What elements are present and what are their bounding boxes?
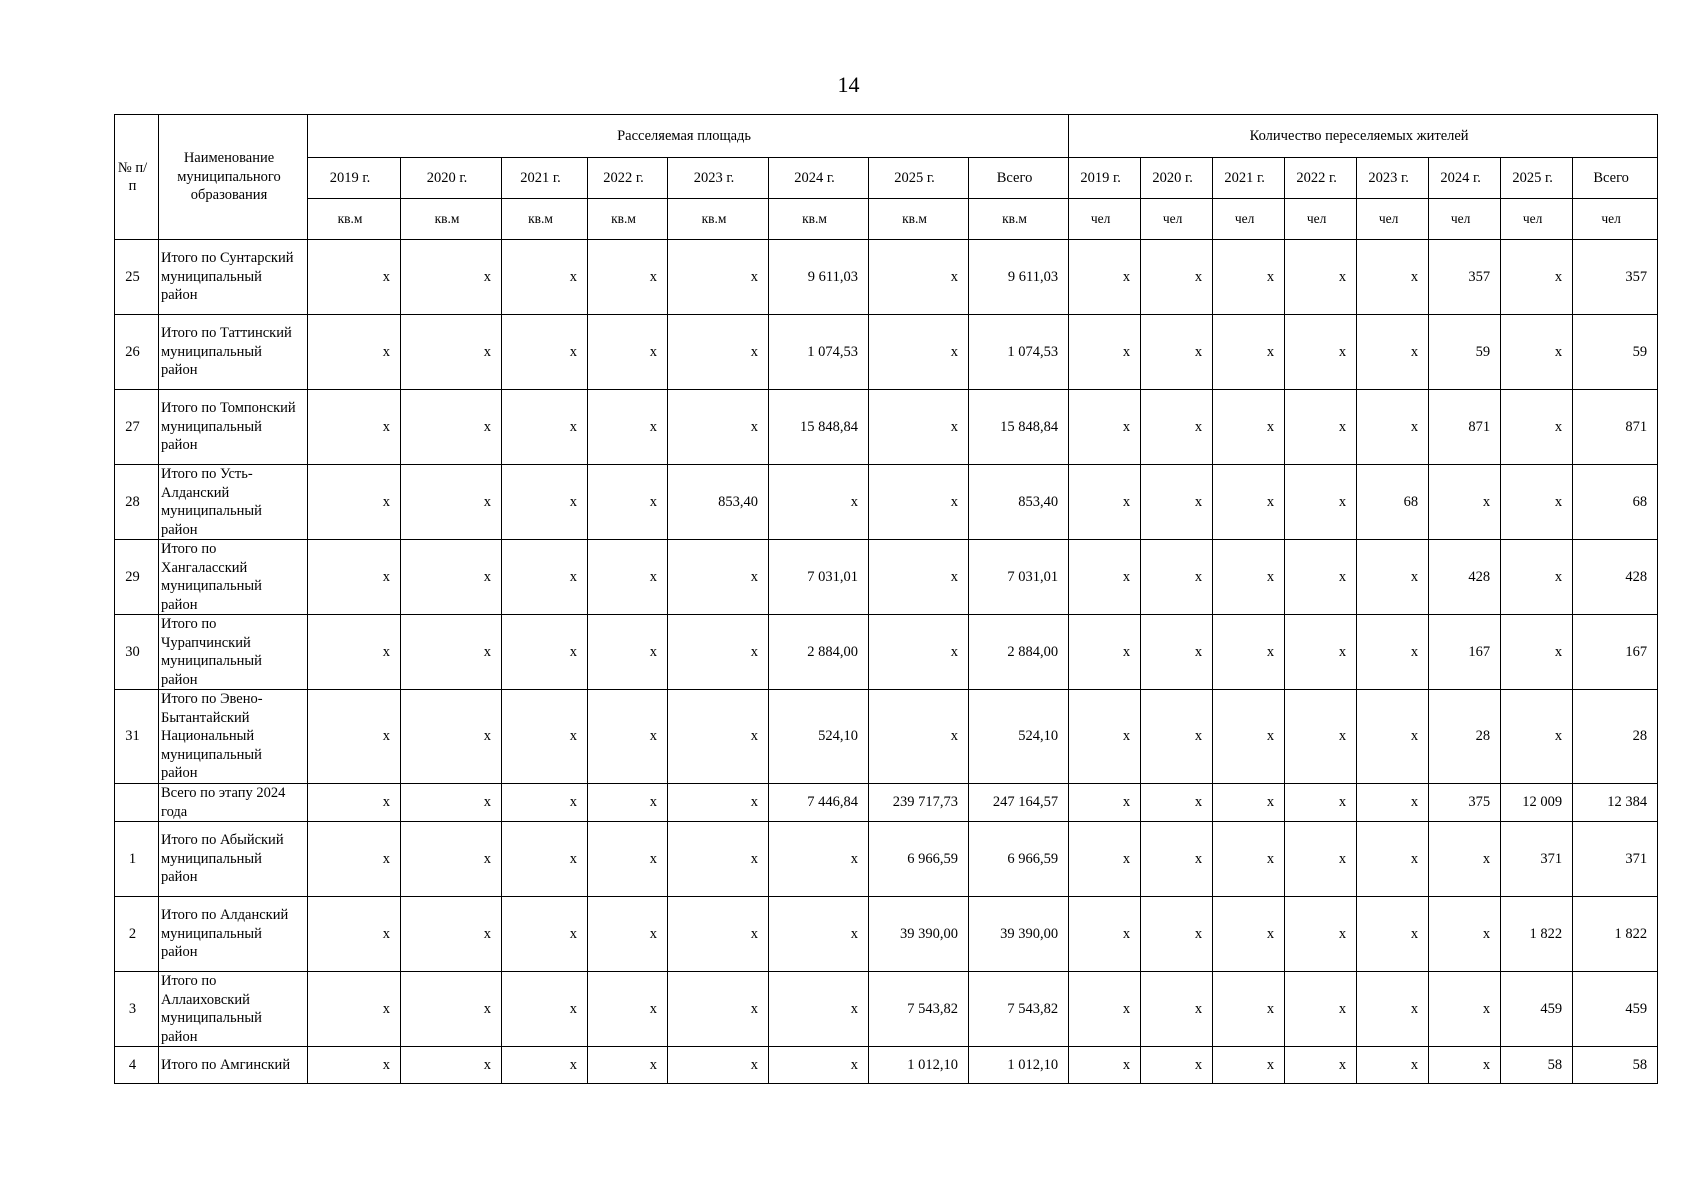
area-value-cell: 39 390,00 xyxy=(969,897,1069,972)
header-people-year: 2019 г. xyxy=(1069,158,1141,199)
people-value-cell: 28 xyxy=(1429,690,1501,784)
header-area-year: 2022 г. xyxy=(588,158,668,199)
municipality-name-cell: Итого по Хангаласский муниципальный район xyxy=(159,540,308,615)
area-value-cell: 7 031,01 xyxy=(969,540,1069,615)
area-value-cell: x xyxy=(769,972,869,1047)
area-value-cell: x xyxy=(769,822,869,897)
municipality-name-cell: Итого по Сунтарский муниципальный район xyxy=(159,240,308,315)
header-area-unit: кв.м xyxy=(869,199,969,240)
table-row xyxy=(115,784,1658,822)
people-value-cell: x xyxy=(1069,465,1141,540)
area-value-cell: x xyxy=(769,1047,869,1084)
people-value-cell: x xyxy=(1069,240,1141,315)
people-value-cell: 68 xyxy=(1573,465,1658,540)
area-value-cell: x xyxy=(869,615,969,690)
area-value-cell: x xyxy=(588,784,668,822)
people-value-cell: x xyxy=(1141,465,1213,540)
area-value-cell: x xyxy=(588,972,668,1047)
area-value-cell: 1 074,53 xyxy=(769,315,869,390)
people-value-cell: 58 xyxy=(1501,1047,1573,1084)
header-area-total: Всего xyxy=(969,158,1069,199)
area-value-cell: x xyxy=(308,540,401,615)
area-value-cell: x xyxy=(308,1047,401,1084)
area-value-cell: x xyxy=(668,784,769,822)
row-number-cell: 28 xyxy=(115,465,159,540)
area-value-cell: x xyxy=(401,240,502,315)
area-value-cell: x xyxy=(308,615,401,690)
area-value-cell: x xyxy=(588,465,668,540)
area-value-cell: x xyxy=(502,465,588,540)
area-value-cell: x xyxy=(401,465,502,540)
people-value-cell: x xyxy=(1141,390,1213,465)
people-value-cell: 371 xyxy=(1501,822,1573,897)
area-value-cell: x xyxy=(502,784,588,822)
people-value-cell: 428 xyxy=(1573,540,1658,615)
header-row-groups xyxy=(115,115,1658,158)
people-value-cell: 371 xyxy=(1573,822,1658,897)
area-value-cell: x xyxy=(668,315,769,390)
area-value-cell: x xyxy=(668,822,769,897)
area-value-cell: x xyxy=(869,690,969,784)
people-value-cell: x xyxy=(1429,465,1501,540)
people-value-cell: x xyxy=(1285,1047,1357,1084)
row-number-cell: 29 xyxy=(115,540,159,615)
people-value-cell: x xyxy=(1501,390,1573,465)
area-value-cell: 6 966,59 xyxy=(969,822,1069,897)
people-value-cell: x xyxy=(1285,897,1357,972)
area-value-cell: 1 012,10 xyxy=(969,1047,1069,1084)
people-value-cell: x xyxy=(1285,784,1357,822)
people-value-cell: x xyxy=(1357,822,1429,897)
area-value-cell: x xyxy=(502,540,588,615)
people-value-cell: x xyxy=(1141,897,1213,972)
row-number-cell: 25 xyxy=(115,240,159,315)
area-value-cell: x xyxy=(668,390,769,465)
people-value-cell: x xyxy=(1213,784,1285,822)
people-value-cell: x xyxy=(1429,1047,1501,1084)
header-area-year: 2023 г. xyxy=(668,158,769,199)
people-value-cell: x xyxy=(1213,690,1285,784)
header-area-year: 2019 г. xyxy=(308,158,401,199)
resettlement-table xyxy=(114,114,1658,1084)
people-value-cell: x xyxy=(1285,465,1357,540)
people-value-cell: x xyxy=(1069,1047,1141,1084)
people-value-cell: 459 xyxy=(1501,972,1573,1047)
area-value-cell: x xyxy=(588,615,668,690)
people-value-cell: 871 xyxy=(1429,390,1501,465)
area-value-cell: x xyxy=(308,822,401,897)
area-value-cell: x xyxy=(588,822,668,897)
people-value-cell: x xyxy=(1069,315,1141,390)
area-value-cell: x xyxy=(401,390,502,465)
table-row xyxy=(115,315,1658,390)
header-area-year: 2025 г. xyxy=(869,158,969,199)
area-value-cell: 7 446,84 xyxy=(769,784,869,822)
table-row xyxy=(115,897,1658,972)
area-value-cell: 7 031,01 xyxy=(769,540,869,615)
area-value-cell: x xyxy=(869,540,969,615)
table-row xyxy=(115,822,1658,897)
municipality-name-cell: Итого по Алданский муниципальный район xyxy=(159,897,308,972)
header-people-year: 2023 г. xyxy=(1357,158,1429,199)
header-area-year: 2021 г. xyxy=(502,158,588,199)
people-value-cell: x xyxy=(1213,615,1285,690)
area-value-cell: x xyxy=(668,972,769,1047)
area-value-cell: x xyxy=(502,897,588,972)
area-value-cell: x xyxy=(668,240,769,315)
area-value-cell: x xyxy=(308,972,401,1047)
people-value-cell: 357 xyxy=(1429,240,1501,315)
people-value-cell: x xyxy=(1501,465,1573,540)
header-area-unit: кв.м xyxy=(502,199,588,240)
people-value-cell: x xyxy=(1357,972,1429,1047)
people-value-cell: x xyxy=(1357,540,1429,615)
municipality-name-cell: Итого по Чурапчинский муниципальный район xyxy=(159,615,308,690)
area-value-cell: 239 717,73 xyxy=(869,784,969,822)
people-value-cell: x xyxy=(1141,615,1213,690)
area-value-cell: x xyxy=(588,690,668,784)
area-value-cell: x xyxy=(308,897,401,972)
area-value-cell: 39 390,00 xyxy=(869,897,969,972)
header-row-units xyxy=(115,199,1658,240)
people-value-cell: x xyxy=(1357,784,1429,822)
header-area-unit: кв.м xyxy=(588,199,668,240)
row-number-cell: 3 xyxy=(115,972,159,1047)
people-value-cell: x xyxy=(1069,615,1141,690)
row-number-cell: 27 xyxy=(115,390,159,465)
area-value-cell: x xyxy=(502,615,588,690)
people-value-cell: x xyxy=(1429,822,1501,897)
people-value-cell: x xyxy=(1213,822,1285,897)
people-value-cell: x xyxy=(1141,822,1213,897)
header-people-unit: чел xyxy=(1069,199,1141,240)
row-number-cell: 1 xyxy=(115,822,159,897)
people-value-cell: x xyxy=(1357,315,1429,390)
people-value-cell: x xyxy=(1357,1047,1429,1084)
municipality-name-cell: Итого по Усть-Алданский муниципальный район xyxy=(159,465,308,540)
area-value-cell: x xyxy=(308,240,401,315)
people-value-cell: x xyxy=(1285,240,1357,315)
header-area-unit: кв.м xyxy=(308,199,401,240)
area-value-cell: x xyxy=(401,784,502,822)
people-value-cell: x xyxy=(1285,822,1357,897)
people-value-cell: x xyxy=(1501,540,1573,615)
people-value-cell: x xyxy=(1213,315,1285,390)
people-value-cell: x xyxy=(1357,615,1429,690)
area-value-cell: 853,40 xyxy=(668,465,769,540)
header-people-year: 2021 г. xyxy=(1213,158,1285,199)
people-value-cell: x xyxy=(1357,690,1429,784)
people-value-cell: x xyxy=(1213,465,1285,540)
area-value-cell: x xyxy=(502,972,588,1047)
area-value-cell: x xyxy=(588,540,668,615)
people-value-cell: x xyxy=(1429,897,1501,972)
header-group-people: Количество переселяемых жителей xyxy=(1069,115,1658,158)
header-people-year: 2024 г. xyxy=(1429,158,1501,199)
people-value-cell: x xyxy=(1357,897,1429,972)
area-value-cell: x xyxy=(588,1047,668,1084)
area-value-cell: 9 611,03 xyxy=(769,240,869,315)
people-value-cell: x xyxy=(1501,240,1573,315)
area-value-cell: 7 543,82 xyxy=(969,972,1069,1047)
people-value-cell: x xyxy=(1285,615,1357,690)
people-value-cell: x xyxy=(1285,315,1357,390)
people-value-cell: 1 822 xyxy=(1573,897,1658,972)
people-value-cell: 1 822 xyxy=(1501,897,1573,972)
people-value-cell: 357 xyxy=(1573,240,1658,315)
area-value-cell: 247 164,57 xyxy=(969,784,1069,822)
header-num: № п/п xyxy=(115,115,159,240)
header-people-unit: чел xyxy=(1429,199,1501,240)
municipality-name-cell: Всего по этапу 2024 года xyxy=(159,784,308,822)
header-people-total: Всего xyxy=(1573,158,1658,199)
table-row xyxy=(115,465,1658,540)
area-value-cell: x xyxy=(588,240,668,315)
area-value-cell: 6 966,59 xyxy=(869,822,969,897)
area-value-cell: x xyxy=(588,315,668,390)
header-people-unit: чел xyxy=(1213,199,1285,240)
people-value-cell: x xyxy=(1213,240,1285,315)
people-value-cell: x xyxy=(1141,784,1213,822)
area-value-cell: x xyxy=(869,315,969,390)
area-value-cell: x xyxy=(401,1047,502,1084)
people-value-cell: x xyxy=(1357,240,1429,315)
header-area-year: 2020 г. xyxy=(401,158,502,199)
area-value-cell: x xyxy=(308,315,401,390)
header-people-year: 2022 г. xyxy=(1285,158,1357,199)
header-area-unit: кв.м xyxy=(769,199,869,240)
area-value-cell: 7 543,82 xyxy=(869,972,969,1047)
row-number-cell: 26 xyxy=(115,315,159,390)
people-value-cell: 871 xyxy=(1573,390,1658,465)
people-value-cell: x xyxy=(1285,390,1357,465)
area-value-cell: 2 884,00 xyxy=(769,615,869,690)
area-value-cell: x xyxy=(502,822,588,897)
area-value-cell: 15 848,84 xyxy=(769,390,869,465)
area-value-cell: x xyxy=(588,390,668,465)
municipality-name-cell: Итого по Таттинский муниципальный район xyxy=(159,315,308,390)
area-value-cell: 15 848,84 xyxy=(969,390,1069,465)
area-value-cell: x xyxy=(769,897,869,972)
header-people-unit: чел xyxy=(1285,199,1357,240)
people-value-cell: x xyxy=(1069,784,1141,822)
people-value-cell: 12 384 xyxy=(1573,784,1658,822)
area-value-cell: 524,10 xyxy=(969,690,1069,784)
area-value-cell: x xyxy=(668,1047,769,1084)
people-value-cell: 428 xyxy=(1429,540,1501,615)
municipality-name-cell: Итого по Томпонский муниципальный район xyxy=(159,390,308,465)
header-row-years xyxy=(115,158,1658,199)
area-value-cell: x xyxy=(401,615,502,690)
area-value-cell: x xyxy=(401,315,502,390)
area-value-cell: x xyxy=(668,540,769,615)
people-value-cell: x xyxy=(1429,972,1501,1047)
people-value-cell: 167 xyxy=(1573,615,1658,690)
people-value-cell: x xyxy=(1141,972,1213,1047)
header-name: Наименование муниципального образования xyxy=(159,115,308,240)
table-row xyxy=(115,240,1658,315)
area-value-cell: 9 611,03 xyxy=(969,240,1069,315)
header-people-year: 2025 г. xyxy=(1501,158,1573,199)
people-value-cell: x xyxy=(1213,1047,1285,1084)
people-value-cell: x xyxy=(1501,615,1573,690)
area-value-cell: x xyxy=(502,690,588,784)
municipality-name-cell: Итого по Амгинский xyxy=(159,1047,308,1084)
people-value-cell: x xyxy=(1069,822,1141,897)
header-area-unit: кв.м xyxy=(668,199,769,240)
area-value-cell: x xyxy=(308,784,401,822)
table-row xyxy=(115,972,1658,1047)
area-value-cell: x xyxy=(401,972,502,1047)
header-area-unit: кв.м xyxy=(969,199,1069,240)
header-area-year: 2024 г. xyxy=(769,158,869,199)
area-value-cell: x xyxy=(401,822,502,897)
row-number-cell: 4 xyxy=(115,1047,159,1084)
people-value-cell: x xyxy=(1069,690,1141,784)
people-value-cell: x xyxy=(1285,972,1357,1047)
area-value-cell: x xyxy=(869,465,969,540)
area-value-cell: x xyxy=(308,690,401,784)
area-value-cell: 1 074,53 xyxy=(969,315,1069,390)
area-value-cell: x xyxy=(869,240,969,315)
area-value-cell: 1 012,10 xyxy=(869,1047,969,1084)
people-value-cell: 58 xyxy=(1573,1047,1658,1084)
page-number: 14 xyxy=(837,72,860,97)
header-people-unit: чел xyxy=(1141,199,1213,240)
people-value-cell: x xyxy=(1285,540,1357,615)
municipality-name-cell: Итого по Абыйский муниципальный район xyxy=(159,822,308,897)
area-value-cell: x xyxy=(769,465,869,540)
area-value-cell: x xyxy=(668,615,769,690)
people-value-cell: 59 xyxy=(1429,315,1501,390)
people-value-cell: x xyxy=(1501,690,1573,784)
people-value-cell: x xyxy=(1213,972,1285,1047)
area-value-cell: x xyxy=(401,690,502,784)
header-group-area: Расселяемая площадь xyxy=(308,115,1069,158)
area-value-cell: x xyxy=(869,390,969,465)
row-number-cell: 2 xyxy=(115,897,159,972)
people-value-cell: 375 xyxy=(1429,784,1501,822)
header-people-unit: чел xyxy=(1573,199,1658,240)
people-value-cell: 28 xyxy=(1573,690,1658,784)
people-value-cell: x xyxy=(1069,540,1141,615)
people-value-cell: 167 xyxy=(1429,615,1501,690)
people-value-cell: x xyxy=(1357,390,1429,465)
people-value-cell: x xyxy=(1501,315,1573,390)
area-value-cell: x xyxy=(502,315,588,390)
area-value-cell: x xyxy=(308,465,401,540)
table-row xyxy=(115,690,1658,784)
people-value-cell: 59 xyxy=(1573,315,1658,390)
header-people-year: 2020 г. xyxy=(1141,158,1213,199)
area-value-cell: x xyxy=(401,540,502,615)
municipality-name-cell: Итого по Эвено-Бытантайский Национальный муниципальный район xyxy=(159,690,308,784)
people-value-cell: x xyxy=(1141,315,1213,390)
table-row xyxy=(115,390,1658,465)
area-value-cell: x xyxy=(502,240,588,315)
people-value-cell: x xyxy=(1213,540,1285,615)
people-value-cell: x xyxy=(1141,540,1213,615)
header-area-unit: кв.м xyxy=(401,199,502,240)
people-value-cell: x xyxy=(1141,1047,1213,1084)
people-value-cell: x xyxy=(1069,897,1141,972)
area-value-cell: x xyxy=(401,897,502,972)
row-number-cell: 30 xyxy=(115,615,159,690)
area-value-cell: x xyxy=(502,1047,588,1084)
table-row xyxy=(115,540,1658,615)
people-value-cell: 12 009 xyxy=(1501,784,1573,822)
area-value-cell: x xyxy=(588,897,668,972)
people-value-cell: x xyxy=(1141,690,1213,784)
people-value-cell: x xyxy=(1285,690,1357,784)
table-row xyxy=(115,615,1658,690)
area-value-cell: 2 884,00 xyxy=(969,615,1069,690)
header-people-unit: чел xyxy=(1501,199,1573,240)
area-value-cell: 853,40 xyxy=(969,465,1069,540)
people-value-cell: x xyxy=(1069,390,1141,465)
people-value-cell: x xyxy=(1213,390,1285,465)
people-value-cell: 68 xyxy=(1357,465,1429,540)
area-value-cell: x xyxy=(502,390,588,465)
header-people-unit: чел xyxy=(1357,199,1429,240)
row-number-cell: 31 xyxy=(115,690,159,784)
people-value-cell: x xyxy=(1213,897,1285,972)
area-value-cell: x xyxy=(668,690,769,784)
people-value-cell: 459 xyxy=(1573,972,1658,1047)
people-value-cell: x xyxy=(1141,240,1213,315)
area-value-cell: x xyxy=(668,897,769,972)
people-value-cell: x xyxy=(1069,972,1141,1047)
area-value-cell: x xyxy=(308,390,401,465)
row-number-cell xyxy=(115,784,159,822)
municipality-name-cell: Итого по Аллаиховский муниципальный район xyxy=(159,972,308,1047)
table-row xyxy=(115,1047,1658,1084)
area-value-cell: 524,10 xyxy=(769,690,869,784)
